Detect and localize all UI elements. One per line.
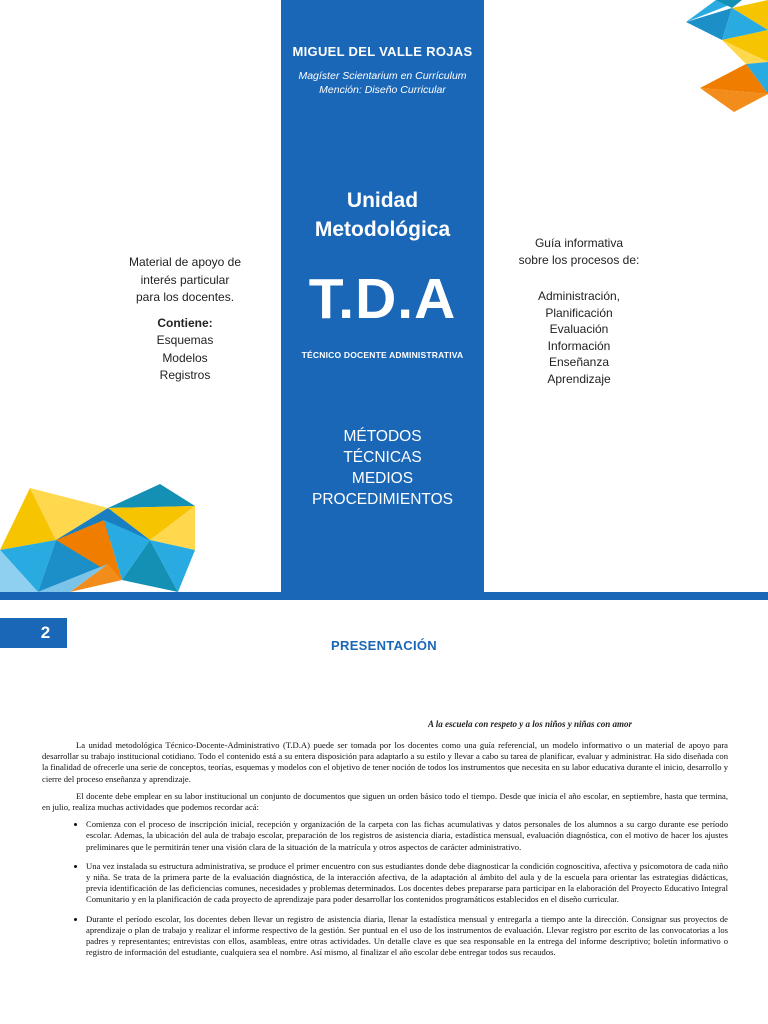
unit-title-line: Metodológica — [314, 218, 451, 241]
cover-left-column — [110, 254, 260, 385]
methods-list — [281, 426, 484, 510]
list-item: • Una vez instalada su estructura administrativa, se produce el primer encuentro con sus estudiantes donde debe diagnosticar la condición cognoscitiva, afectiva y psicomotora de cada niño y niña. Se trata de la primera parte de la evaluación diagnóstica, de la interacción afectiva, de la adaptación al ámbito del aula y de la escuela para orientar las estrategias didácticas, previa identificación de las deficiencias comunes, necesidades y problemas determinados. Los docentes debes prepararse para participar en la elaboración del Proyecto Educativo Integral Comunitario y en la planificación de cada proyecto de aprendizaje para poder desarrollar los contenidos programáticos establecidos en el diseño curricular. — [86, 861, 728, 906]
methods-item: TÉCNICAS — [343, 449, 422, 466]
paragraph: La unidad metodológica Técnico-Docente-Administrativo (T.D.A) puede ser tomada por los docentes como una guía referencial, un modelo informativo o un material de apoyo para desarrollar su trabajo institucional cotidiano. Todo el contenido está a su entera disposición para adaptarlo a su estilo y llevar a cabo su tarea de planificar, evaluar y administrar. Ha sido diseñada con la finalidad de ofrecerle una serie de conceptos, teorías, esquemas y modelos con el objetivo de tener noción de todos los instrumentos que necesita en su labor educativa durante el inicio, desarrollo y cierre del proceso enseñanza y aprendizaje. — [42, 740, 728, 784]
contiene-item: Esquemas — [156, 333, 214, 347]
acronym-subtitle: TÉCNICO DOCENTE ADMINISTRATIVA — [301, 350, 464, 360]
acronym-title: T.D.A — [308, 267, 457, 331]
bullet-list — [42, 819, 728, 958]
cover-center-panel — [281, 0, 484, 592]
cover-right-column — [500, 235, 658, 387]
left-line: para los docentes. — [135, 290, 235, 304]
right-line: sobre los procesos de: — [518, 252, 640, 267]
contiene-item: Modelos — [162, 350, 208, 365]
page-number: 2 — [40, 623, 51, 642]
process-item: Aprendizaje — [547, 371, 611, 386]
page-title: PRESENTACIÓN — [331, 638, 437, 653]
left-line: interés particular — [140, 272, 230, 287]
degree-line: Mención: Diseño Curricular — [319, 84, 446, 96]
process-item: Administración, — [537, 289, 621, 303]
process-item: Planificación — [545, 305, 613, 320]
degree-line: Magíster Scientarium en Currículum — [298, 70, 467, 82]
cover-bottom-rule — [0, 592, 768, 600]
author-degree — [281, 69, 484, 97]
contiene-label: Contiene: — [157, 315, 213, 330]
epigraph: A la escuela con respeto y a los niños y niñas con amor — [428, 719, 633, 729]
list-item: • Comienza con el proceso de inscripción inicial, recepción y organización de la carpeta con las fichas acumulativas y datos personales de los alumnos a su cargo durante ese período escolar. Ademas, la ubicación del aula de trabajo escolar, preparación de los registros de asistencia diaria, estadística mensual, evaluación diagnóstica, con el motivo de hacer los ajustes preliminares que le permitirán tener una visión clara de la situación de la matrícula y otros aspectos de carácter administrativo. — [86, 819, 728, 853]
process-item: Enseñanza — [548, 355, 610, 369]
methods-item: MEDIOS — [351, 470, 414, 487]
paragraph: El docente debe emplear en su labor institucional un conjunto de documentos que siguen un orden básico todo el tiempo. Desde que inicia el año escolar, en septiembre, hasta que termina, en julio, realiza muchas actividades que podemos recordar acá: — [42, 790, 728, 813]
right-line: Guía informativa — [534, 236, 624, 250]
unit-title-line: Unidad — [346, 189, 419, 212]
methods-item: PROCEDIMIENTOS — [312, 491, 453, 508]
list-item: • Durante el período escolar, los docentes deben llevar un registro de asistencia diaria, llenar la estadística mensual y entregarla a tiempo ante la dirección. Consignar sus proyectos de aprendizaje o plan de trabajo y realizar el informe respectivo de la gestión. Ser puntual en el uso de los instrumentos de evaluación. Llevar registro por escrito de las convocatorias a los padres y representantes; entrevistas con ellos, asambleas, entre otras actividades. Un detalle clave es que sea responsable en la entrega del informe descriptivo; boletín informativo o registro de información del estudiante, cualquiera sea el nombre. Así mismo, al finalizar el año escolar debe entregar todos sus recaudos. — [86, 914, 728, 959]
methods-item: MÉTODOS — [343, 428, 422, 445]
decorative-triangles-bottom-left — [0, 484, 195, 592]
decorative-triangles-top-right — [686, 0, 768, 112]
presentation-page — [0, 600, 768, 1024]
unit-title — [281, 186, 484, 244]
body-text — [42, 740, 728, 966]
author-name: MIGUEL DEL VALLE ROJAS — [292, 44, 473, 59]
contiene-item: Registros — [159, 368, 211, 382]
process-list — [500, 288, 658, 387]
process-item: Información — [547, 338, 611, 353]
process-item: Evaluación — [549, 322, 609, 336]
left-line: Material de apoyo de — [128, 255, 242, 269]
